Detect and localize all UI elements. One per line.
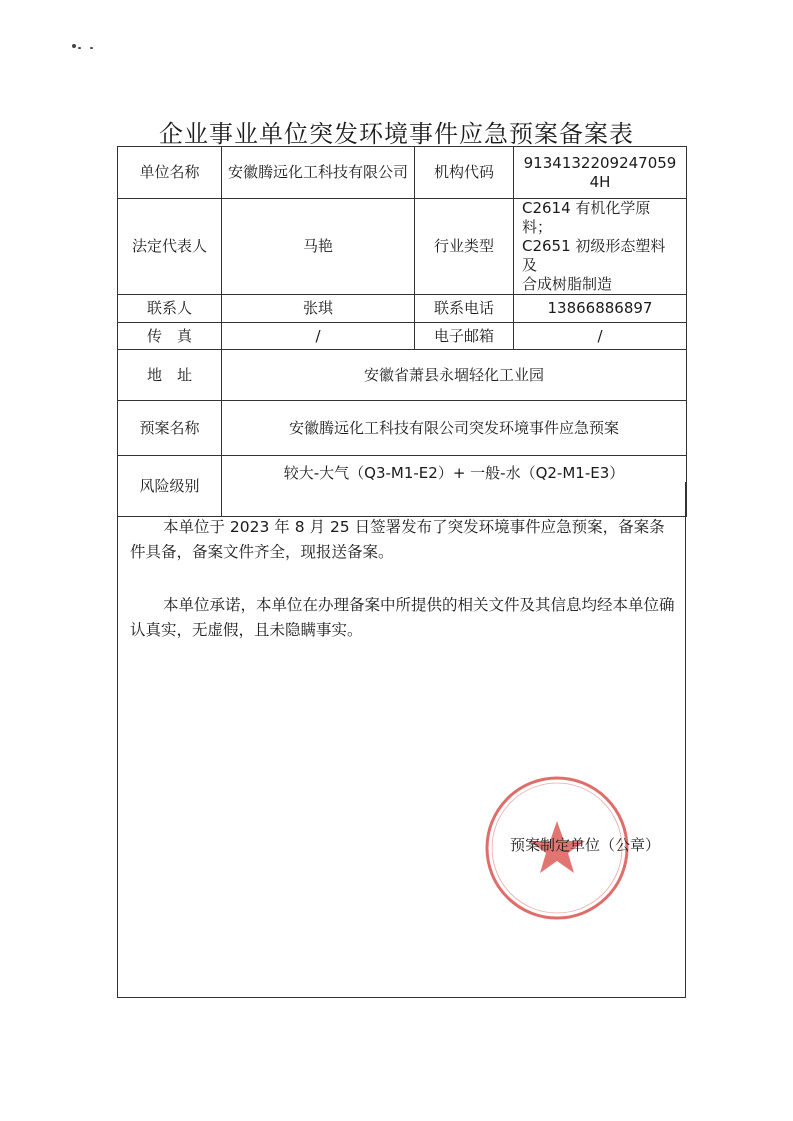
scan-speck [78,47,81,49]
contact-label: 联系人 [118,295,222,323]
risk-level-value: 较大-大气（Q3-M1-E2）+ 一般-水（Q2-M1-E3） [222,456,687,517]
document-title: 企业事业单位突发环境事件应急预案备案表 [159,120,634,149]
industry-line: C2614 有机化学原料； [522,199,651,236]
scan-speck [90,47,93,49]
legal-rep-label: 法定代表人 [118,199,222,295]
email-value: / [514,323,687,350]
industry-line: C2651 初级形态塑料及 [522,237,666,274]
filing-statement: 本单位于 2023 年 8 月 25 日签署发布了突发环境事件应急预案，备案条件具备，备案文件齐全，现报送备案。 [130,518,665,561]
scan-speck [72,44,76,48]
plan-name-label: 预案名称 [118,401,222,456]
fax-value: / [222,323,415,350]
address-value: 安徽省萧县永堌轻化工业园 [222,350,687,401]
legal-rep-value: 马艳 [222,199,415,295]
table-row [118,323,687,350]
phone-value: 13866886897 [514,295,687,323]
contact-value: 张琪 [222,295,415,323]
industry-line: 合成树脂制造 [522,275,613,293]
org-code-label: 机构代码 [415,147,514,199]
commitment-statement: 本单位承诺，本单位在办理备案中所提供的相关文件及其信息均经本单位确认真实，无虚假，且未隐瞒事实。 [130,596,675,639]
table-row [118,147,687,199]
industry-value [514,199,687,295]
unit-name-label: 单位名称 [118,147,222,199]
table-row [118,350,687,401]
address-label: 地 址 [118,350,222,401]
org-code-value: 9134132209247059​4H [514,147,687,199]
plan-name-value: 安徽腾远化工科技有限公司突发环境事件应急预案 [222,401,687,456]
fax-label: 传 真 [118,323,222,350]
industry-label: 行业类型 [415,199,514,295]
table-row [118,295,687,323]
email-label: 电子邮箱 [415,323,514,350]
filing-form-table [117,146,687,517]
table-row [118,401,687,456]
unit-name-value: 安徽腾远化工科技有限公司 [222,147,415,199]
table-row [118,199,687,295]
phone-label: 联系电话 [415,295,514,323]
risk-level-label: 风险级别 [118,456,222,517]
signature-label: 预案制定单位（公章） [510,836,661,854]
